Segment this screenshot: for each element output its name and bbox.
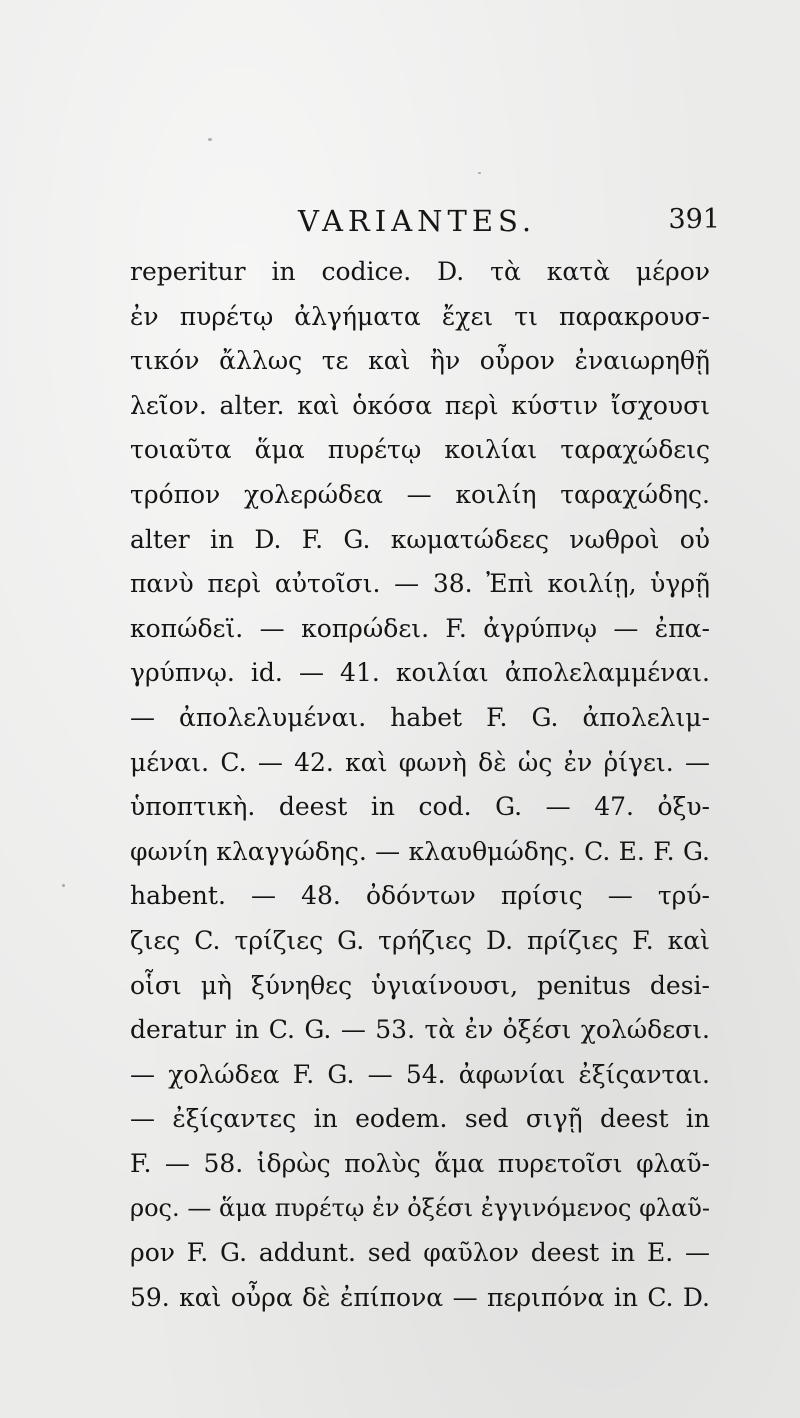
text-line: γρύπνῳ. id. — 41. κοιλίαι ἀπολελαμμέναι. bbox=[130, 658, 710, 688]
text-line: φωνίη κλαγγώδης. — κλαυθμώδης. C. E. F. G. bbox=[130, 836, 710, 866]
text-line: F. — 58. ἱδρὼς πολὺς ἅμα πυρετοῖσι φλαῦ- bbox=[130, 1148, 710, 1178]
text-line: — ἐξίςαντες in eodem. sed σιγῇ deest in bbox=[130, 1104, 710, 1134]
text-line: οἷσι μὴ ξύνηθες ὑγιαίνουσι, penitus desi- bbox=[130, 970, 710, 1000]
text-line: τικόν ἄλλως τε καὶ ἢν οὖρον ἐναιωρηθῇ bbox=[130, 346, 710, 376]
text-line: μέναι. C. — 42. καὶ φωνὴ δὲ ὡς ἐν ῥίγει. — bbox=[130, 747, 710, 777]
text-line: deratur in C. G. — 53. τὰ ἐν ὀξέσι χολώδεσι. bbox=[130, 1015, 710, 1045]
text-line: ζιες C. τρίζιες G. τρήζιες D. πρίζιες F. καὶ bbox=[130, 925, 710, 955]
paper-speck bbox=[62, 884, 65, 887]
text-line: — ἀπολελυμέναι. habet F. G. ἀπολελιμ- bbox=[130, 702, 710, 732]
text-line: alter in D. F. G. κωματώδεες νωθροὶ οὐ bbox=[130, 524, 710, 554]
text-line: πανὺ περὶ αὐτοῖσι. — 38. Ἐπὶ κοιλίῃ, ὑγρῇ bbox=[130, 569, 710, 599]
text-line: ρος. — ἅμα πυρέτῳ ἐν ὀξέσι ἐγγινόμενος φλαῦ- bbox=[130, 1194, 710, 1223]
text-line: ἐν πυρέτῳ ἀλγήματα ἔχει τι παρακρουσ- bbox=[130, 301, 710, 331]
page-header bbox=[130, 200, 720, 250]
text-line: — χολώδεα F. G. — 54. ἀφωνίαι ἐξίςανται. bbox=[130, 1059, 710, 1089]
text-line: habent. — 48. ὀδόντων πρίσις — τρύ- bbox=[130, 881, 710, 911]
text-line: ὑποπτικὴ. deest in cod. G. — 47. ὀξυ- bbox=[130, 792, 710, 822]
paper-speck bbox=[478, 172, 481, 174]
page-number: 391 bbox=[668, 204, 720, 235]
text-line: reperitur in codice. D. τὰ κατὰ μέρον bbox=[130, 257, 710, 286]
text-line: ρον F. G. addunt. sed φαῦλον deest in E. — bbox=[130, 1238, 710, 1268]
running-head: VARIANTES. bbox=[298, 204, 537, 238]
text-line: τρόπον χολερώδεα — κοιλίη ταραχώδης. bbox=[130, 479, 710, 509]
text-line: κοπώδεϊ. — κοπρώδει. F. ἀγρύπνῳ — ἐπα- bbox=[130, 613, 710, 643]
text-line: 59. καὶ οὖρα δὲ ἐπίπονα — περιπόνα in C. D. bbox=[130, 1282, 710, 1312]
paper-speck bbox=[208, 138, 212, 141]
text-line: λεῖον. alter. καὶ ὁκόσα περὶ κύστιν ἴσχουσι bbox=[130, 390, 710, 420]
text-line: τοιαῦτα ἅμα πυρέτῳ κοιλίαι ταραχώδεις bbox=[130, 435, 710, 465]
text-block bbox=[130, 250, 710, 1320]
